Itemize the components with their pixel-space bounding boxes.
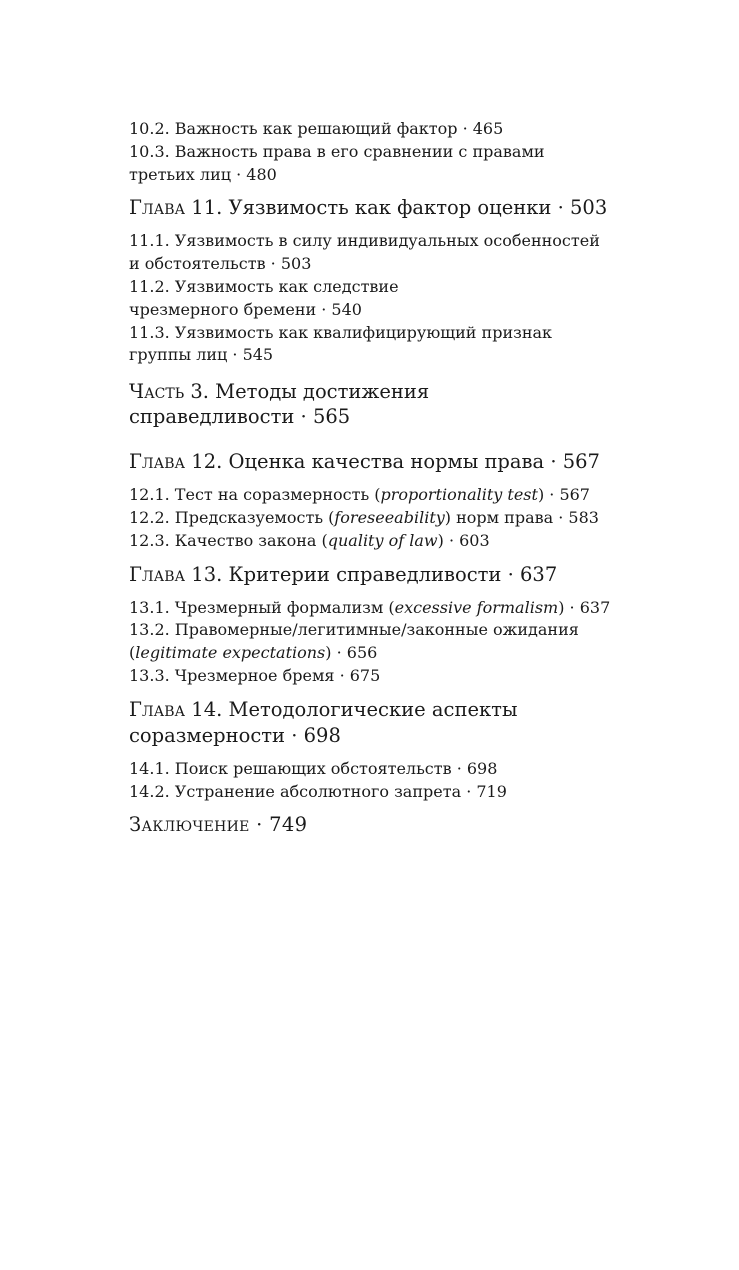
toc-entry-14-2[interactable]: 14.2. Устранение абсолютного запрета · 719 (129, 781, 507, 801)
chapter-title-cont: соразмерности · 698 (129, 723, 341, 747)
toc-entry-10-3[interactable]: 10.3. Важность права в его сравнении с правами третьих лиц · 480 (129, 141, 545, 184)
part-title-cont: справедливости · 565 (129, 405, 351, 429)
chapter-label: Глава 12. (129, 450, 223, 474)
toc-entry-12-3[interactable]: 12.3. Качество закона (quality of law) · 603 (129, 530, 490, 550)
toc-chapter-11[interactable] (129, 195, 619, 221)
toc-entry-13-3[interactable]: 13.3. Чрезмерное бремя · 675 (129, 665, 381, 685)
toc-entry-11-3[interactable]: 11.3. Уязвимость как квалифицирующий признак группы лиц · 545 (129, 322, 553, 365)
table-of-contents (129, 118, 619, 838)
toc-chapter-12[interactable] (129, 449, 619, 475)
toc-entry-13-2[interactable]: 13.2. Правомерные/легитимные/законные ожидания (legitimate expectations) · 656 (129, 620, 579, 663)
chapter-title: Уязвимость как фактор оценки · 503 (228, 196, 608, 220)
toc-entry-12-2[interactable]: 12.2. Предсказуемость (foreseeability) норм права · 583 (129, 507, 599, 527)
toc-chapter-13[interactable] (129, 562, 619, 588)
toc-entry-10-2[interactable]: 10.2. Важность как решающий фактор · 465 (129, 119, 504, 138)
toc-entry-13-1[interactable]: 13.1. Чрезмерный формализм (excessive formalism) · 637 (129, 597, 611, 617)
part-label: Часть 3. (129, 380, 209, 404)
toc-part-3[interactable] (129, 379, 619, 429)
toc-conclusion[interactable]: Заключение · 749 (129, 813, 308, 837)
chapter-title: Критерии справедливости · 637 (228, 562, 558, 586)
toc-entry-11-2[interactable]: 11.2. Уязвимость как следствие чрезмерного бремени · 540 (129, 276, 399, 319)
chapter-label: Глава 14. (129, 697, 223, 721)
toc-entry-11-1[interactable]: 11.1. Уязвимость в силу индивидуальных особенностей и обстоятельств · 503 (129, 231, 600, 274)
chapter-title: Методологические аспекты (228, 697, 518, 721)
chapter-label: Глава 13. (129, 562, 223, 586)
toc-entry-12-1[interactable]: 12.1. Тест на соразмерность (proportionality test) · 567 (129, 485, 590, 505)
toc-chapter-14[interactable] (129, 697, 619, 749)
part-title: Методы достижения (215, 380, 430, 404)
chapter-label: Глава 11. (129, 196, 223, 220)
chapter-title: Оценка качества нормы права · 567 (228, 450, 600, 474)
toc-entry-14-1[interactable]: 14.1. Поиск решающих обстоятельств · 698 (129, 758, 498, 778)
